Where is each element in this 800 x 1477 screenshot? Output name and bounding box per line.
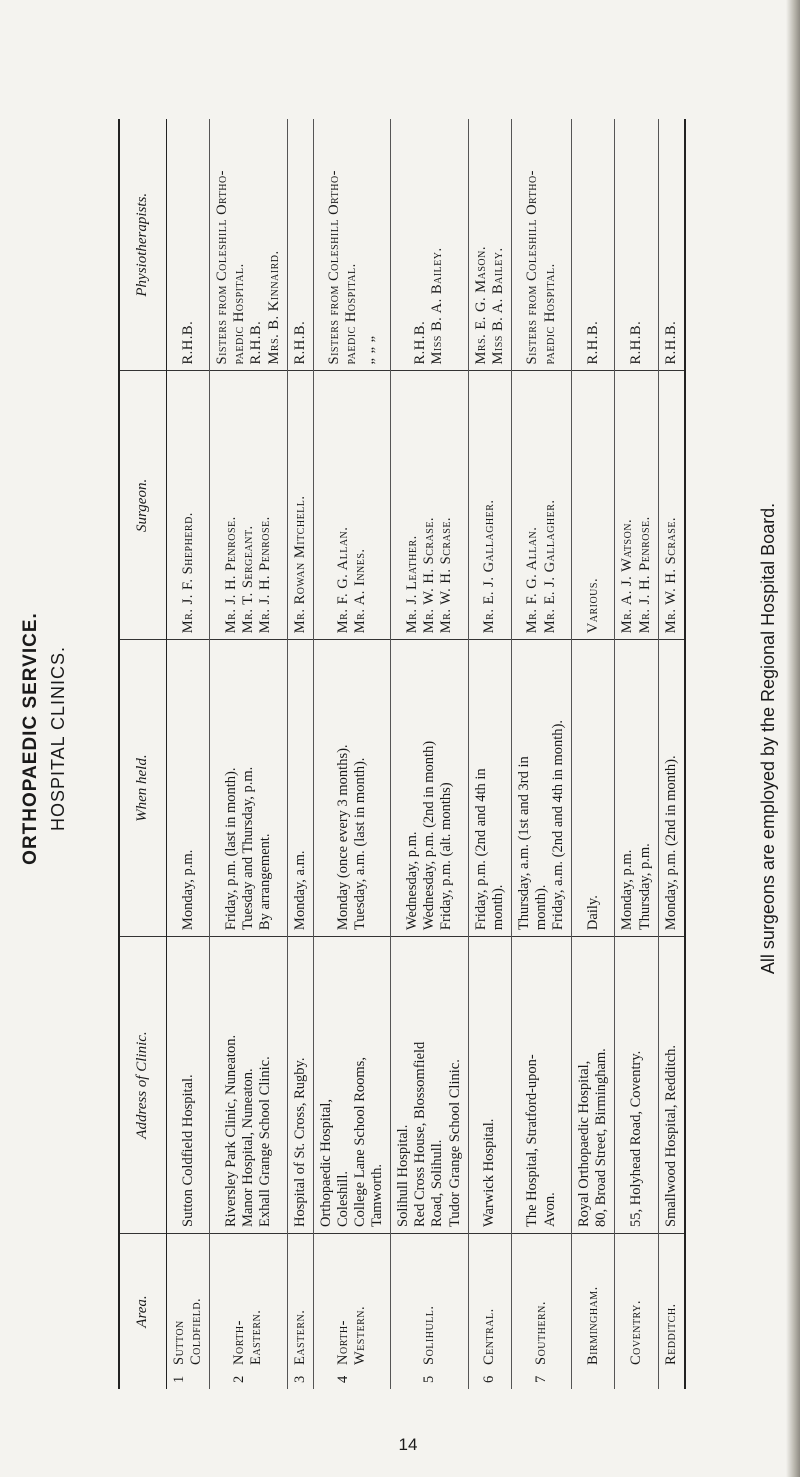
address-line: Manor Hospital, Nuneaton. xyxy=(239,1068,256,1227)
address-cell xyxy=(287,937,313,1234)
area-name: Southern. xyxy=(532,1301,549,1365)
surgeon-cell xyxy=(511,371,571,640)
physiotherapist-line: R.H.B. xyxy=(584,320,601,365)
table-row xyxy=(313,119,390,1389)
physiotherapist-line: Mrs. E. G. Mason. xyxy=(472,246,489,365)
physiotherapist-cell xyxy=(313,119,390,371)
address-cell xyxy=(468,937,511,1234)
when-held-cell xyxy=(391,640,468,937)
when-held-cell xyxy=(210,640,287,937)
address-cell xyxy=(313,937,390,1234)
area-name: Solihull. xyxy=(420,1305,437,1365)
when-held-line: Thursday, p.m. xyxy=(636,843,653,931)
area-line xyxy=(481,1240,498,1383)
area-number: 1 xyxy=(171,1375,187,1383)
table-row xyxy=(572,119,615,1389)
table-row xyxy=(287,119,313,1389)
area-cell xyxy=(313,1234,390,1390)
area-number: 4 xyxy=(334,1375,351,1383)
address-line: Orthopaedic Hospital, xyxy=(317,1098,334,1227)
physiotherapist-cell xyxy=(468,119,511,371)
footnote: All surgeons are employed by the Regional Hospital Board. xyxy=(758,502,778,975)
address-line: Tudor Grange School Clinic. xyxy=(446,1059,463,1227)
surgeon-cell xyxy=(167,371,210,640)
when-held-line: Tuesday, a.m. (last in month). xyxy=(351,757,368,931)
address-line: Riversley Park Clinic, Nuneaton. xyxy=(222,1034,239,1227)
address-cell xyxy=(210,937,287,1234)
area-cell xyxy=(167,1234,210,1390)
physiotherapist-line: „ „ „ xyxy=(360,335,377,365)
when-held-line: By arrangement. xyxy=(256,833,273,931)
when-held-cell xyxy=(167,640,210,937)
page-title: ORTHOPAEDIC SERVICE. xyxy=(20,612,41,865)
surgeon-line: Mr. T. Sergeant. xyxy=(239,525,256,634)
table-row xyxy=(511,119,571,1389)
address-line: College Lane School Rooms, xyxy=(351,1057,368,1227)
address-cell xyxy=(391,937,468,1234)
physiotherapist-cell xyxy=(287,119,313,371)
area-name: North- xyxy=(231,1320,248,1365)
area-name: Western. xyxy=(351,1305,368,1365)
address-line: Smallwood Hospital, Redditch. xyxy=(662,1044,679,1227)
address-line: Exhall Grange School Clinic. xyxy=(256,1056,273,1227)
physiotherapist-line: Sisters from Coleshill Ortho- xyxy=(214,169,231,365)
physiotherapist-line: paedic Hospital. xyxy=(541,263,558,365)
column-header-when: When held. xyxy=(119,640,167,937)
area-cell xyxy=(511,1234,571,1390)
surgeon-line: Mr. J. H. Penrose. xyxy=(222,516,239,634)
physiotherapist-line: R.H.B. xyxy=(248,320,265,365)
when-held-cell xyxy=(511,640,571,937)
area-cell xyxy=(615,1234,658,1390)
when-held-line: month). xyxy=(532,884,549,931)
area-line xyxy=(231,1240,248,1383)
address-cell xyxy=(511,937,571,1234)
when-held-line: Daily. xyxy=(584,895,601,931)
when-held-line: Friday, p.m. (last in month). xyxy=(222,767,239,931)
when-held-cell xyxy=(468,640,511,937)
area-line xyxy=(335,1240,352,1383)
physiotherapist-line: R.H.B. xyxy=(412,320,429,365)
physiotherapist-line: paedic Hospital. xyxy=(231,263,248,365)
column-header-physiotherapists: Physiotherapists. xyxy=(119,119,167,371)
physiotherapist-line: Miss B. A. Bailey. xyxy=(429,247,446,365)
surgeon-line: Mr. J. Leather. xyxy=(403,535,420,634)
area-line xyxy=(628,1240,645,1383)
area-line xyxy=(188,1240,205,1383)
physiotherapist-cell xyxy=(511,119,571,371)
address-cell xyxy=(615,937,658,1234)
area-cell xyxy=(468,1234,511,1390)
area-name: Eastern. xyxy=(291,1309,308,1365)
surgeon-line: Mr. A. J. Watson. xyxy=(619,518,636,634)
area-line xyxy=(421,1240,438,1383)
surgeon-cell xyxy=(313,371,390,640)
address-line: Tamworth. xyxy=(369,1163,386,1227)
page-subtitle: HOSPITAL CLINICS. xyxy=(48,645,68,832)
when-held-line: Monday (once every 3 months). xyxy=(334,744,351,931)
address-line: Avon. xyxy=(541,1192,558,1227)
physiotherapist-cell xyxy=(572,119,615,371)
table-header-row xyxy=(119,119,167,1389)
physiotherapist-cell xyxy=(391,119,468,371)
table-row xyxy=(615,119,658,1389)
table-row xyxy=(210,119,287,1389)
physiotherapist-cell xyxy=(210,119,287,371)
surgeon-cell xyxy=(391,371,468,640)
table-row xyxy=(468,119,511,1389)
when-held-line: Monday, a.m. xyxy=(291,850,308,931)
area-cell xyxy=(658,1234,685,1390)
surgeon-line: Mr. J. F. Shepherd. xyxy=(179,512,196,634)
table-body xyxy=(167,119,685,1389)
page-number: 14 xyxy=(398,1435,418,1454)
when-held-line: Monday, p.m. xyxy=(179,849,196,931)
physiotherapist-line: R.H.B. xyxy=(662,320,679,365)
surgeon-line: Mr. W. H. Scrase. xyxy=(437,516,454,634)
table-row xyxy=(658,119,685,1389)
physiotherapist-cell xyxy=(658,119,685,371)
area-name: Eastern. xyxy=(248,1309,265,1365)
when-held-line: Wednesday, p.m. (2nd in month) xyxy=(420,740,437,931)
area-line xyxy=(292,1240,309,1383)
surgeon-line: Mr. F. G. Allan. xyxy=(524,526,541,634)
area-number: 6 xyxy=(481,1375,498,1383)
surgeon-line: Mr. W. H. Scrase. xyxy=(420,516,437,634)
surgeon-line: Mr. A. Innes. xyxy=(351,548,368,634)
surgeon-line: Mr. W. H. Scrase. xyxy=(662,516,679,634)
surgeon-cell xyxy=(615,371,658,640)
surgeon-line: Mr. E. J. Gallagher. xyxy=(481,499,498,634)
address-line: Hospital of St. Cross, Rugby. xyxy=(291,1057,308,1227)
area-name: Central. xyxy=(481,1308,498,1365)
address-line: 80, Broad Street, Birmingham. xyxy=(593,1048,610,1227)
area-line xyxy=(352,1240,369,1383)
area-name: North- xyxy=(334,1320,351,1365)
physiotherapist-line: Miss B. A. Bailey. xyxy=(489,247,506,365)
when-held-line: Monday, p.m. xyxy=(619,849,636,931)
when-held-line: Monday, p.m. (2nd in month). xyxy=(662,755,679,931)
address-cell xyxy=(572,937,615,1234)
surgeon-cell xyxy=(658,371,685,640)
when-held-line: Friday, p.m. (alt. months) xyxy=(437,782,454,931)
physiotherapist-line: Mrs. B. Kinnaird. xyxy=(265,250,282,365)
when-held-cell xyxy=(572,640,615,937)
table-row xyxy=(167,119,210,1389)
physiotherapist-line: R.H.B. xyxy=(291,320,308,365)
when-held-line: Tuesday and Thursday, p.m. xyxy=(239,766,256,931)
when-held-line: Thursday, a.m. (1st and 3rd in xyxy=(515,756,532,931)
address-line: Road, Solihull. xyxy=(429,1139,446,1227)
when-held-cell xyxy=(313,640,390,937)
address-cell xyxy=(658,937,685,1234)
address-line: Coleshill. xyxy=(334,1171,351,1227)
area-number: 2 xyxy=(231,1375,248,1383)
physiotherapist-line: Sisters from Coleshill Ortho- xyxy=(326,169,343,365)
address-line: 55, Holyhead Road, Coventry. xyxy=(627,1050,644,1227)
surgeon-line: Mr. E. J. Gallagher. xyxy=(541,499,558,634)
address-cell xyxy=(167,937,210,1234)
surgeon-line: Mr. F. G. Allan. xyxy=(334,526,351,634)
area-name: Coventry. xyxy=(627,1299,644,1365)
area-line xyxy=(663,1240,680,1383)
when-held-cell xyxy=(615,640,658,937)
surgeon-cell xyxy=(468,371,511,640)
area-number: 5 xyxy=(420,1375,437,1383)
area-name: Birmingham. xyxy=(584,1286,601,1365)
surgeon-cell xyxy=(210,371,287,640)
surgeon-cell xyxy=(287,371,313,640)
column-header-address: Address of Clinic. xyxy=(119,937,167,1234)
when-held-line: Friday, p.m. (2nd and 4th in xyxy=(472,768,489,931)
physiotherapist-line: paedic Hospital. xyxy=(343,263,360,365)
area-line xyxy=(171,1240,188,1383)
surgeon-line: Mr. J. H. Penrose. xyxy=(256,516,273,634)
physiotherapist-line: R.H.B. xyxy=(627,320,644,365)
when-held-line: Wednesday, p.m. xyxy=(403,831,420,931)
area-cell xyxy=(210,1234,287,1390)
physiotherapist-line: Sisters from Coleshill Ortho- xyxy=(524,169,541,365)
address-line: Red Cross House, Blossomfield xyxy=(412,1041,429,1227)
area-line xyxy=(248,1240,265,1383)
area-name: Sutton xyxy=(171,1320,187,1365)
area-line xyxy=(533,1240,550,1383)
surgeon-line: Mr. Rowan Mitchell. xyxy=(291,495,308,634)
address-line: Warwick Hospital. xyxy=(481,1118,498,1227)
clinics-table xyxy=(118,119,686,1389)
surgeon-cell xyxy=(572,371,615,640)
when-held-line: Friday, a.m. (2nd and 4th in month). xyxy=(550,719,567,931)
physiotherapist-cell xyxy=(167,119,210,371)
column-header-surgeon: Surgeon. xyxy=(119,371,167,640)
area-cell xyxy=(287,1234,313,1390)
address-line: Solihull Hospital. xyxy=(395,1124,412,1227)
column-header-area: Area. xyxy=(119,1234,167,1390)
area-number: 7 xyxy=(532,1375,549,1383)
area-name: Redditch. xyxy=(662,1303,679,1365)
address-line: The Hospital, Stratford-upon- xyxy=(524,1054,541,1227)
when-held-cell xyxy=(287,640,313,937)
table-row xyxy=(391,119,468,1389)
area-cell xyxy=(572,1234,615,1390)
area-name: Coldfield. xyxy=(188,1297,205,1365)
surgeon-line: Mr. J. H. Penrose. xyxy=(636,516,653,634)
area-line xyxy=(585,1240,602,1383)
when-held-line: month). xyxy=(489,884,506,931)
surgeon-line: Various. xyxy=(584,577,601,634)
address-line: Royal Orthopaedic Hospital, xyxy=(576,1060,593,1227)
area-cell xyxy=(391,1234,468,1390)
physiotherapist-cell xyxy=(615,119,658,371)
physiotherapist-line: R.H.B. xyxy=(179,320,196,365)
address-line: Sutton Coldfield Hospital. xyxy=(179,1074,196,1227)
area-number: 3 xyxy=(291,1375,308,1383)
when-held-cell xyxy=(658,640,685,937)
